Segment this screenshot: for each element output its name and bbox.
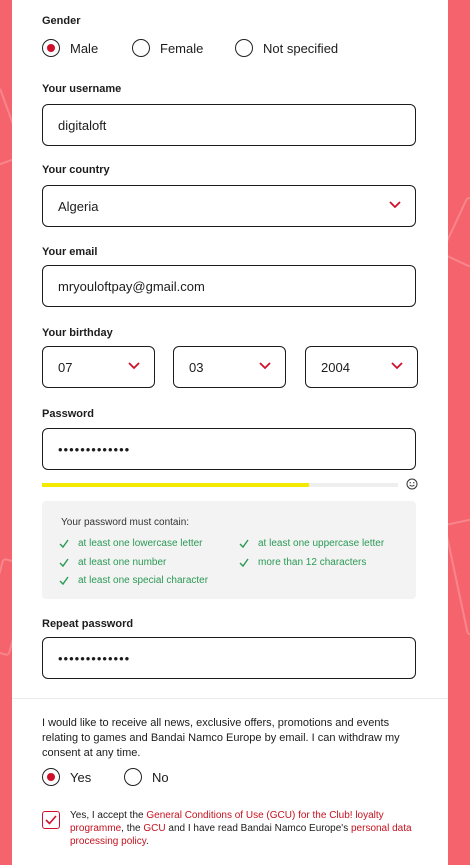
radio-not-specified[interactable] — [235, 39, 253, 57]
check-icon — [59, 576, 69, 586]
newsletter-option-no[interactable] — [124, 768, 169, 786]
gender-option-not-specified[interactable] — [235, 39, 338, 57]
gcu-suffix: . — [145, 836, 149, 847]
newsletter-option-yes[interactable] — [42, 768, 91, 786]
username-label: Your username — [42, 83, 122, 95]
newsletter-no-label: No — [152, 769, 169, 785]
chevron-down-icon — [389, 200, 401, 210]
gcu-text — [70, 809, 416, 848]
chevron-down-icon — [259, 361, 271, 371]
gender-male-label: Male — [70, 40, 99, 56]
gcu-link[interactable]: GCU — [143, 823, 166, 834]
birthday-month-value: 03 — [189, 359, 204, 375]
birthday-day-value: 07 — [58, 359, 73, 375]
gcu-mid2: and I have read Bandai Namco Europe's — [165, 823, 351, 834]
password-requirements — [42, 501, 416, 599]
country-label: Your country — [42, 164, 110, 176]
divider — [12, 698, 448, 699]
smile-icon — [406, 478, 418, 490]
radio-selected-dot — [47, 773, 55, 781]
birthday-day-select[interactable] — [42, 346, 155, 388]
newsletter-yes-label: Yes — [70, 769, 92, 785]
gender-option-male[interactable] — [42, 39, 98, 57]
email-input[interactable] — [42, 265, 416, 307]
username-value: digitaloft — [58, 117, 107, 133]
password-input[interactable] — [42, 428, 416, 470]
check-icon — [59, 558, 69, 568]
radio-female[interactable] — [132, 39, 150, 57]
birthday-year-select[interactable] — [305, 346, 418, 388]
radio-yes[interactable] — [42, 768, 60, 786]
check-icon — [239, 539, 249, 549]
rule-item — [59, 557, 166, 568]
gender-female-label: Female — [160, 40, 204, 56]
rule-item — [239, 538, 384, 549]
password-strength-bar — [42, 483, 398, 487]
gcu-prefix: Yes, I accept the — [70, 810, 147, 821]
gcu-mid1: , the — [121, 823, 144, 834]
radio-male[interactable] — [42, 39, 60, 57]
username-input[interactable] — [42, 104, 416, 146]
chevron-down-icon — [128, 361, 140, 371]
check-icon — [239, 558, 249, 568]
email-value: mryouloftpay@gmail.com — [58, 278, 205, 294]
radio-no[interactable] — [124, 768, 142, 786]
rule-item — [59, 538, 203, 549]
repeat-password-value: ••••••••••••• — [58, 650, 131, 666]
password-strength-fill — [42, 483, 309, 487]
rule-text: at least one lowercase letter — [78, 538, 203, 549]
check-icon — [59, 539, 69, 549]
chevron-down-icon — [391, 361, 403, 371]
birthday-month-select[interactable] — [173, 346, 286, 388]
birthday-label: Your birthday — [42, 327, 113, 339]
gender-option-female[interactable] — [132, 39, 203, 57]
country-value: Algeria — [58, 198, 99, 214]
check-icon — [45, 815, 57, 825]
gcu-club-link[interactable]: General Conditions of Use (GCU) for the Club! loyalty programme — [70, 810, 384, 834]
email-label: Your email — [42, 246, 98, 258]
password-value: ••••••••••••• — [58, 441, 131, 457]
birthday-year-value: 2004 — [321, 359, 350, 375]
rule-text: at least one number — [78, 557, 167, 568]
gcu-checkbox[interactable] — [42, 811, 60, 829]
newsletter-consent-text: I would like to receive all news, exclusive offers, promotions and events relating to games and Bandai Namco Europe by email. I can withdraw my consent at any time. — [42, 717, 400, 759]
rule-text: at least one uppercase letter — [258, 538, 385, 549]
repeat-password-label: Repeat password — [42, 618, 134, 630]
rule-item — [239, 557, 366, 568]
rule-text: more than 12 characters — [258, 557, 367, 568]
password-label: Password — [42, 408, 94, 420]
country-select[interactable] — [42, 185, 416, 227]
rule-text: at least one special character — [78, 575, 209, 586]
registration-form — [12, 0, 448, 865]
repeat-password-input[interactable] — [42, 637, 416, 679]
gender-label: Gender — [42, 15, 81, 27]
privacy-policy-link[interactable]: personal data processing policy — [70, 823, 412, 847]
gender-not-specified-label: Not specified — [263, 40, 339, 56]
password-requirements-title: Your password must contain: — [61, 517, 190, 528]
rule-item — [59, 575, 208, 586]
radio-selected-dot — [47, 44, 55, 52]
